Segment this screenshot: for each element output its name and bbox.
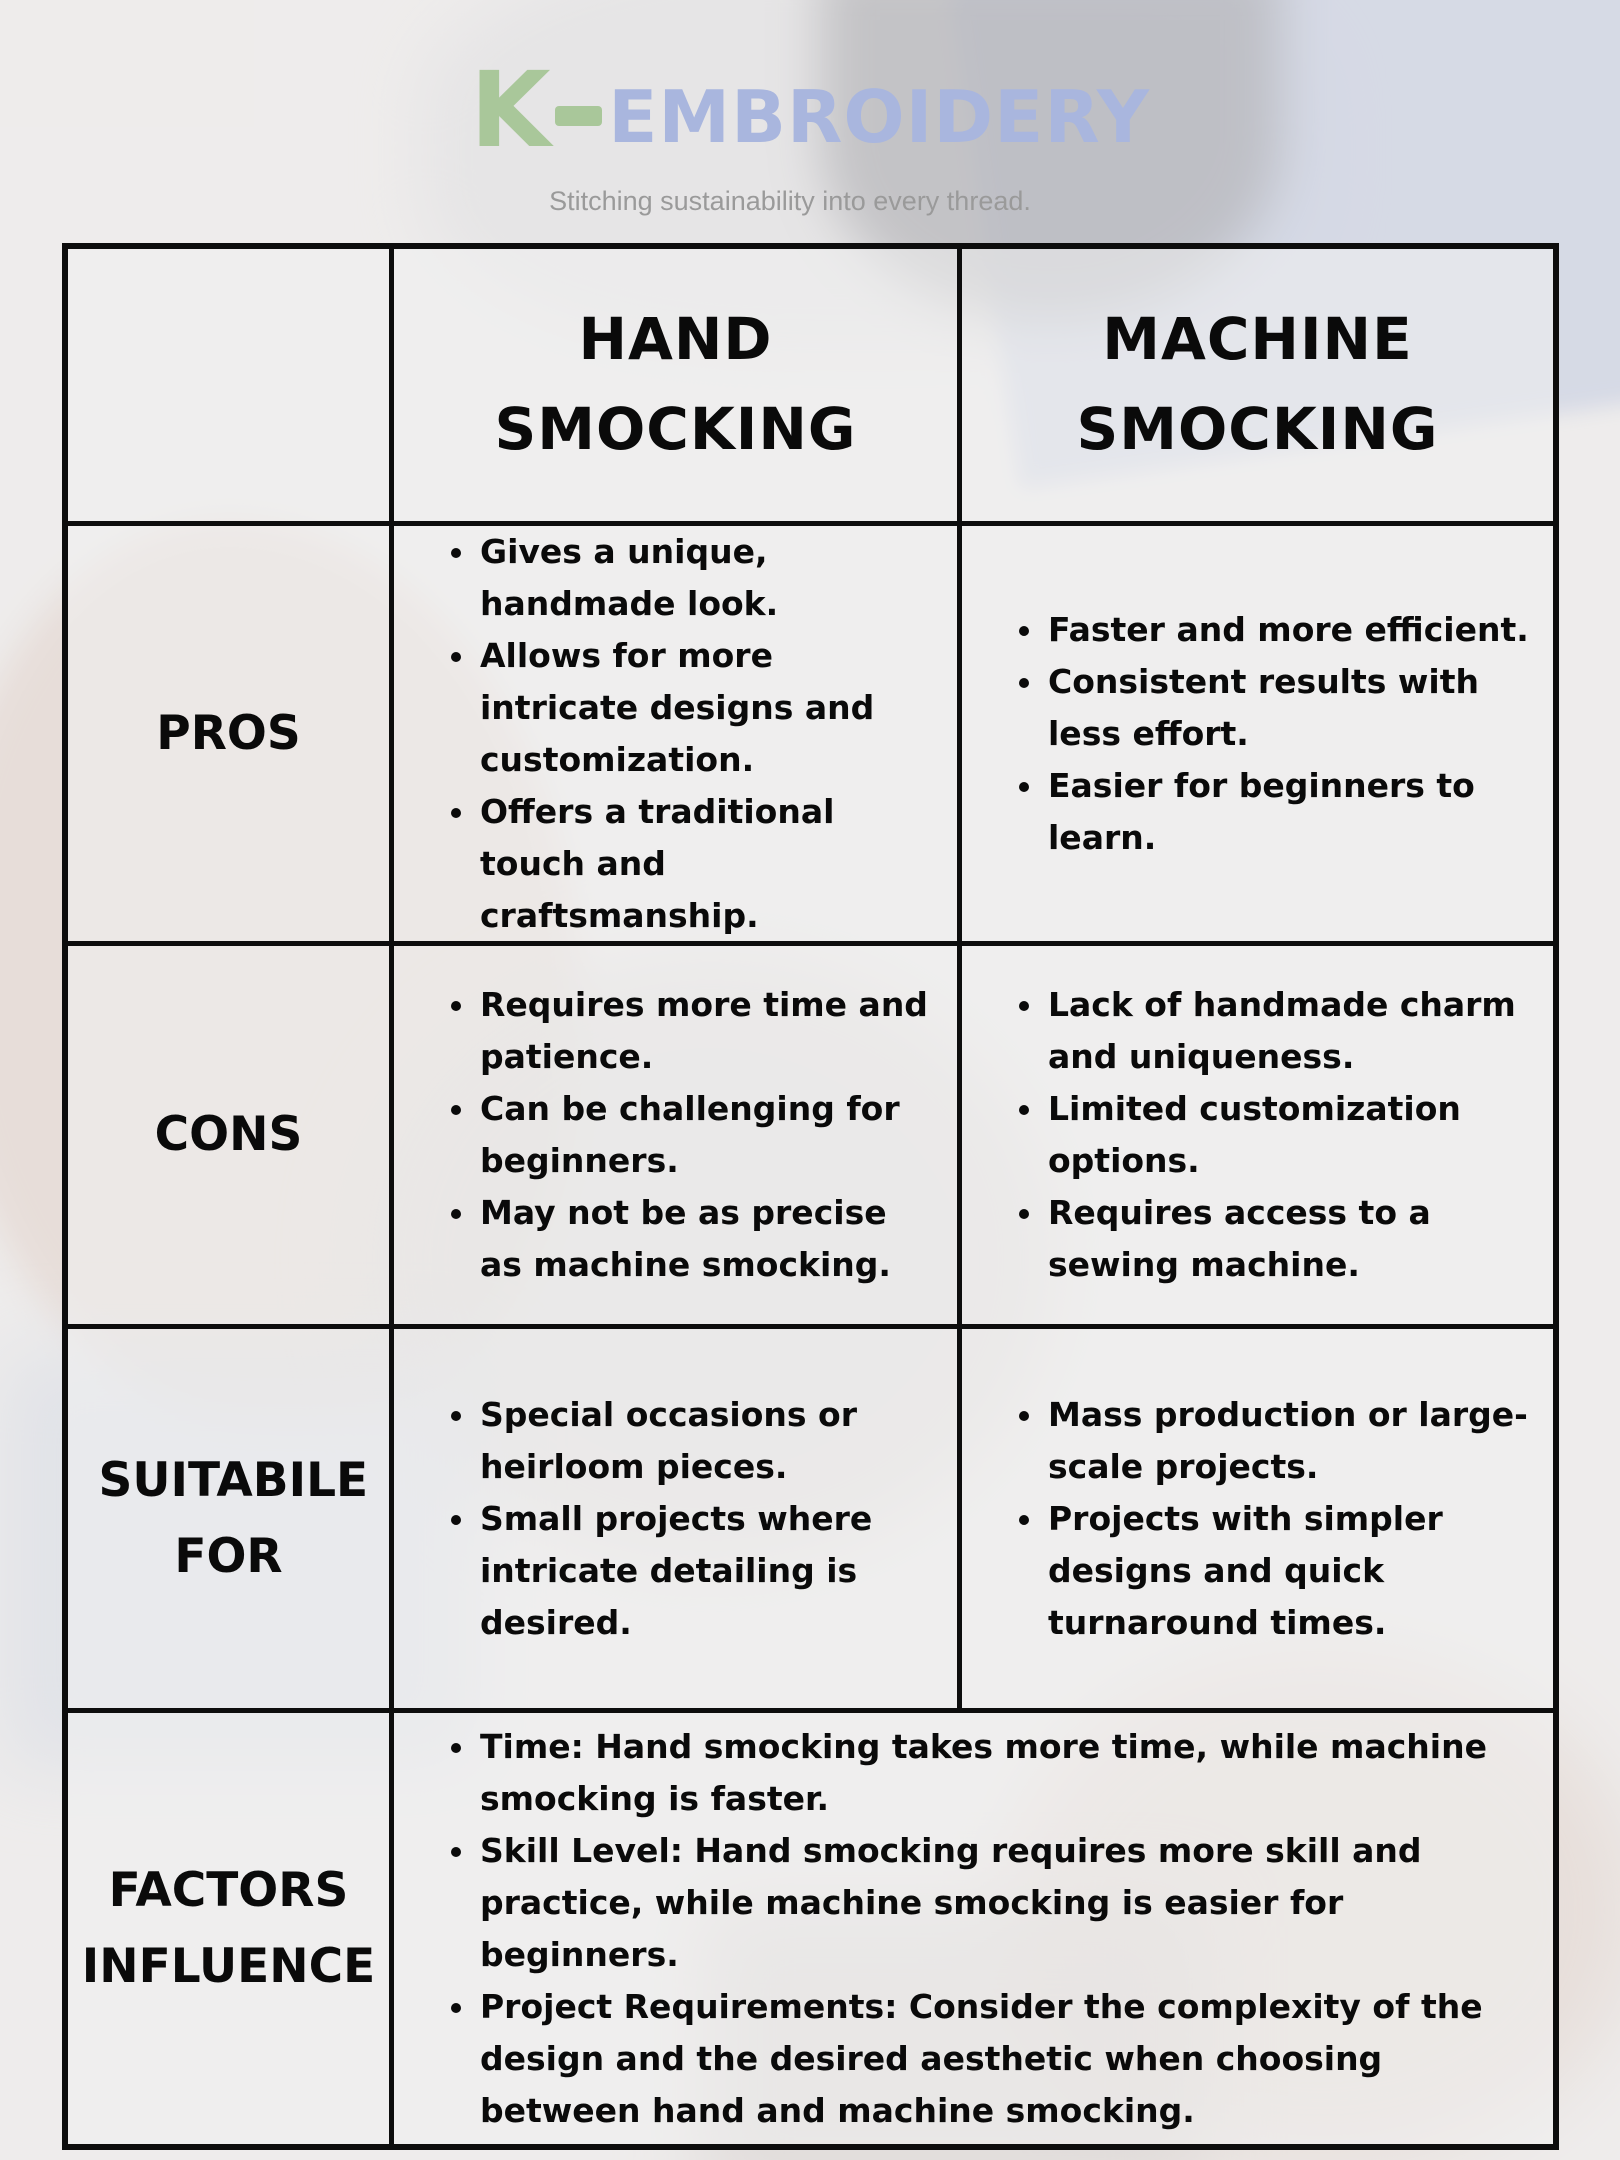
pros-hand-list [394,526,957,942]
list-item: • Easier for beginners to learn. [1046,760,1553,864]
brand-logo [470,49,1150,171]
header-corner [68,249,394,526]
list-item: • Consistent results with less effort. [1046,656,1553,760]
row-label-text: CONS [154,1107,303,1163]
pros-hand-cell [394,526,962,946]
row-label-suitable-for [68,1329,394,1713]
list-item: • Special occasions or heirloom pieces. [478,1389,957,1493]
cons-machine-list [962,979,1553,1291]
list-item: • Faster and more efficient. [1046,604,1553,656]
pros-machine-list [962,604,1553,864]
cons-hand-list [394,979,957,1291]
row-label-pros [68,526,394,946]
list-item: • Skill Level: Hand smocking requires more skill and practice, while machine smocking is easier for beginners. [478,1825,1553,1981]
suitable-hand-cell [394,1329,962,1713]
logo-word: EMBROIDERY [608,75,1150,159]
list-item: • Project Requirements: Consider the complexity of the design and the desired aesthetic when choosing between hand and machine smocking. [478,1981,1553,2137]
brand-tagline: Stitching sustainability into every thread. [549,186,1031,216]
header-machine-smocking [962,249,1553,526]
suitable-machine-list [962,1389,1553,1649]
list-item: • Small projects where intricate detailing is desired. [478,1493,957,1649]
logo-dash [555,106,603,126]
list-item: • Gives a unique, handmade look. [478,526,957,630]
suitable-machine-cell [962,1329,1553,1713]
list-item: • Allows for more intricate designs and customization. [478,630,957,786]
factors-cell [394,1713,1553,2144]
list-item: • Mass production or large-scale projects. [1046,1389,1553,1493]
header-hand-text: HAND SMOCKING [494,305,857,463]
header-machine-text: MACHINE SMOCKING [1076,305,1439,463]
list-item: • Requires access to a sewing machine. [1046,1187,1553,1291]
row-label-text: FACTORS INFLUENCE [81,1863,376,1994]
list-item: • Lack of handmade charm and uniqueness. [1046,979,1553,1083]
row-label-text: PROS [156,705,301,761]
cons-machine-cell [962,946,1553,1329]
list-item: • Requires more time and patience. [478,979,957,1083]
list-item: • Can be challenging for beginners. [478,1083,957,1187]
comparison-table [62,243,1559,2150]
row-label-text: SUITABILE FOR [98,1453,369,1584]
cons-hand-cell [394,946,962,1329]
list-item: • Projects with simpler designs and quick turnaround times. [1046,1493,1553,1649]
list-item: • Offers a traditional touch and craftsmanship. [478,786,957,942]
factors-list [394,1721,1553,2137]
suitable-hand-list [394,1389,957,1649]
list-item: • Limited customization options. [1046,1083,1553,1187]
row-label-factors-influence [68,1713,394,2144]
logo-k: K [470,49,549,171]
list-item: • Time: Hand smocking takes more time, while machine smocking is faster. [478,1721,1553,1825]
list-item: • May not be as precise as machine smocking. [478,1187,957,1291]
header-hand-smocking [394,249,962,526]
row-label-cons [68,946,394,1329]
pros-machine-cell [962,526,1553,946]
